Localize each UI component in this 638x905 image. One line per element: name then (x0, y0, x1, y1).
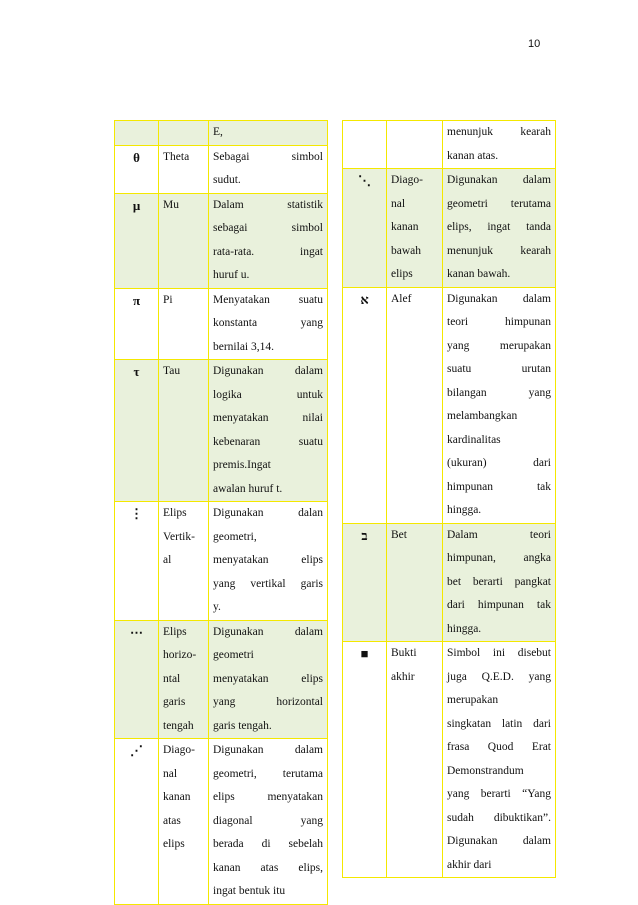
description-line: logika untuk (213, 388, 323, 401)
symbol-name-line: bawah (391, 244, 422, 257)
description-line: kebenaran suatu (213, 435, 323, 448)
description-line: menunjuk kearah (447, 244, 551, 257)
table-row (343, 642, 556, 878)
description-line: geometri terutama (447, 197, 551, 210)
table-row (115, 288, 328, 360)
description-line: melambangkan (447, 410, 518, 422)
symbol-name-cell (159, 121, 209, 146)
symbol-description-cell (443, 121, 556, 169)
symbol-description-cell (209, 739, 328, 905)
description-line: ingat bentuk itu (213, 885, 286, 897)
description-line: Digunakan dalam (447, 292, 551, 305)
symbol-name-line: horizo- (163, 649, 197, 661)
description-line: Digunakan dalam (447, 835, 551, 847)
symbol-description-cell (209, 121, 328, 146)
symbol-cell (115, 121, 159, 146)
table-row (115, 193, 328, 288)
symbol-cell: ⋰ (115, 739, 159, 905)
symbol-name-line: al (163, 554, 172, 566)
description-line: rata-rata. ingat (213, 245, 323, 258)
symbol-cell: ⋮ (115, 502, 159, 621)
description-line: Digunakan dalam (213, 365, 323, 377)
table-row (343, 287, 556, 523)
symbol-description-cell (443, 523, 556, 642)
description-line: kanan bawah. (447, 268, 511, 280)
symbol-name-line: Vertik- (163, 530, 195, 543)
description-line: yang berarti “Yang (447, 788, 551, 800)
symbol-description-cell (443, 642, 556, 878)
symbol-cell: π (115, 288, 159, 360)
description-line: (ukuran) dari (447, 457, 551, 469)
symbol-name-line: Elips (163, 625, 187, 638)
table-row (115, 620, 328, 739)
symbol-cell: ■ (343, 642, 387, 878)
description-line: singkatan latin dari (447, 717, 551, 730)
description-line: menyatakan nilai (213, 412, 323, 424)
description-line: kardinalitas (447, 433, 501, 446)
symbol-description-cell (209, 620, 328, 739)
description-line: berada di sebelah (213, 838, 323, 850)
symbol-name-cell (159, 145, 209, 193)
symbol-name-line: Mu (163, 198, 179, 211)
description-line: Digunakan dalan (213, 507, 323, 519)
symbol-name-cell (159, 739, 209, 905)
description-line: Dalam statistik (213, 198, 323, 211)
symbol-cell: ⋱ (343, 169, 387, 288)
symbol-cell: ב (343, 523, 387, 642)
description-line: garis tengah. (213, 719, 272, 732)
description-line: geometri, terutama (213, 767, 323, 780)
description-line: frasa Quod Erat (447, 741, 551, 753)
description-line: hingga. (447, 504, 482, 516)
description-line: huruf u. (213, 269, 250, 281)
symbol-table-left (114, 120, 328, 905)
description-line: himpunan, angka (447, 552, 551, 564)
symbol-cell: τ (115, 360, 159, 502)
description-line: hingga. (447, 622, 482, 635)
page-number: 10 (528, 38, 541, 50)
symbol-name-line: ntal (163, 672, 181, 685)
description-line: premis.Ingat (213, 459, 271, 471)
description-line: elips, ingat tanda (447, 221, 551, 233)
symbol-name-line: kanan (163, 791, 191, 803)
symbol-name-line: nal (163, 767, 178, 780)
description-line: yang horizontal (213, 696, 323, 708)
symbol-name-cell (387, 642, 443, 878)
description-line: E, (213, 126, 223, 138)
description-line: juga Q.E.D. yang (447, 670, 551, 683)
description-line: bilangan yang (447, 386, 551, 399)
description-line: yang merupakan (447, 339, 551, 352)
description-line: menyatakan elips (213, 672, 323, 685)
description-line: Digunakan dalam (213, 625, 323, 638)
symbol-cell: א (343, 287, 387, 523)
symbol-name-line: Diago- (163, 744, 195, 756)
symbol-name-cell (387, 169, 443, 288)
description-line: sebagai simbol (213, 222, 323, 234)
description-line: Digunakan dalam (213, 744, 323, 756)
description-line: Demonstrandum (447, 764, 524, 777)
description-line: merupakan (447, 694, 499, 706)
symbol-description-cell (209, 360, 328, 502)
table-row (343, 523, 556, 642)
symbol-name-cell (159, 193, 209, 288)
symbol-name-cell (387, 287, 443, 523)
symbol-name-line: Theta (163, 150, 190, 163)
symbol-table-right (342, 120, 556, 878)
symbol-description-cell (209, 193, 328, 288)
description-line: menyatakan elips (213, 554, 323, 566)
description-line: sudut. (213, 174, 241, 186)
description-line: dari himpunan tak (447, 599, 551, 611)
symbol-name-line: kanan (391, 221, 419, 233)
symbol-description-cell (209, 502, 328, 621)
table-row (115, 121, 328, 146)
symbol-name-cell (387, 121, 443, 169)
description-line: menunjuk kearah (447, 126, 551, 138)
symbol-cell: θ (115, 145, 159, 193)
description-line: teori himpunan (447, 316, 551, 328)
symbol-name-line: Pi (163, 293, 173, 306)
description-line: Dalam teori (447, 528, 551, 541)
table-row (343, 169, 556, 288)
description-line: kanan atas elips, (213, 861, 323, 874)
table-row (115, 502, 328, 621)
description-line: bernilai 3,14. (213, 340, 274, 353)
symbol-name-line: garis (163, 696, 186, 708)
description-line: suatu urutan (447, 363, 551, 375)
symbol-name-cell (159, 360, 209, 502)
description-line: elips menyatakan (213, 791, 323, 803)
table-row (115, 739, 328, 905)
symbol-name-cell (387, 523, 443, 642)
symbol-name-line: akhir (391, 670, 415, 683)
description-line: kanan atas. (447, 149, 499, 162)
symbol-name-line: elips (391, 268, 413, 280)
description-line: Menyatakan suatu (213, 293, 323, 306)
symbol-name-line: atas (163, 814, 181, 827)
symbol-cell (343, 121, 387, 169)
symbol-name-line: elips (163, 838, 185, 850)
symbol-description-cell (209, 288, 328, 360)
description-line: yang vertikal garis (213, 577, 323, 590)
symbol-description-cell (209, 145, 328, 193)
table-row (115, 145, 328, 193)
symbol-name-line: Alef (391, 292, 412, 305)
symbol-name-line: Tau (163, 365, 181, 377)
description-line: awalan huruf t. (213, 482, 283, 495)
description-line: konstanta yang (213, 317, 323, 329)
description-line: himpunan tak (447, 480, 551, 493)
description-line: sudah dibuktikan”. (447, 811, 551, 824)
symbol-name-cell (159, 502, 209, 621)
symbol-name-line: Diago- (391, 174, 423, 186)
description-line: geometri, (213, 530, 257, 543)
table-row (343, 121, 556, 169)
symbol-name-line: Bukti (391, 647, 417, 659)
symbol-cell: μ (115, 193, 159, 288)
symbol-name-cell (159, 288, 209, 360)
symbol-name-line: nal (391, 197, 406, 210)
description-line: Digunakan dalam (447, 174, 551, 186)
description-line: diagonal yang (213, 814, 323, 827)
symbol-description-cell (443, 169, 556, 288)
symbol-cell: ⋯ (115, 620, 159, 739)
description-line: geometri (213, 649, 254, 661)
symbol-description-cell (443, 287, 556, 523)
symbol-name-line: tengah (163, 719, 194, 732)
table-row (115, 360, 328, 502)
description-line: akhir dari (447, 858, 492, 871)
description-line: y. (213, 601, 221, 613)
description-line: bet berarti pangkat (447, 575, 551, 588)
symbol-name-line: Elips (163, 507, 187, 519)
symbol-name-cell (159, 620, 209, 739)
description-line: Simbol ini disebut (447, 647, 551, 659)
symbol-name-line: Bet (391, 528, 407, 541)
description-line: Sebagai simbol (213, 150, 323, 163)
